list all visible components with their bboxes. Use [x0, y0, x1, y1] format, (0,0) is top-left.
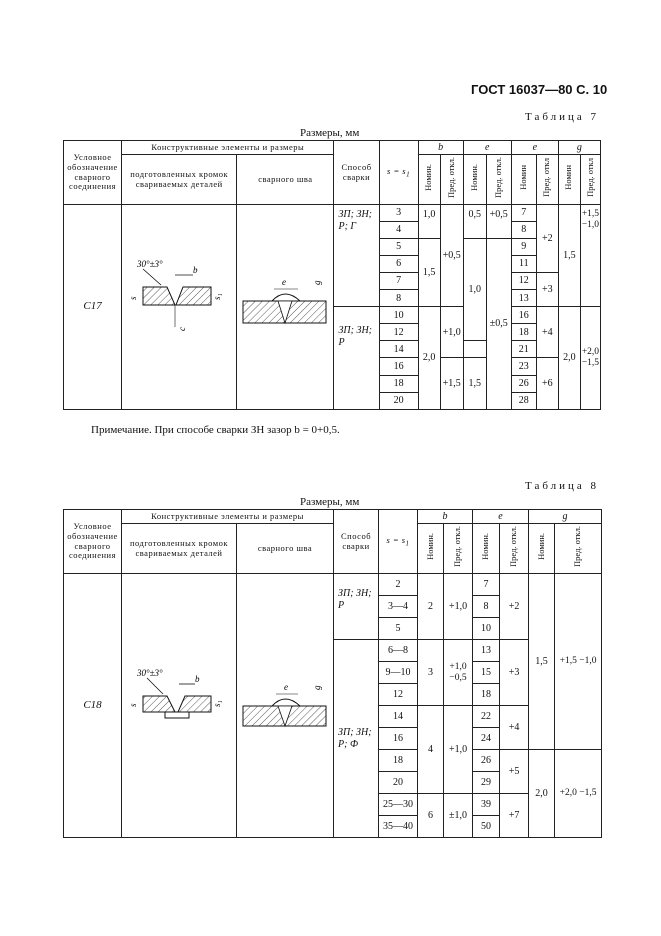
t8-e-nom: 10 [473, 618, 500, 640]
t8-h-thickness: $s = s_1$ [379, 510, 418, 574]
svg-text:s₁: s₁ [211, 293, 222, 300]
t7-b-nom: 1,5 [418, 239, 440, 307]
t7-h-e2-dev: Пред. откл [536, 155, 558, 205]
t7-note: Примечание. При способе сварки ЗН зазор b = 0+0,5. [91, 424, 340, 436]
t8-s: 5 [379, 618, 418, 640]
t7-s: 8 [379, 290, 418, 307]
t8-b-dev: ±1,0 [444, 794, 473, 838]
t7-h-designation: Условное обозначение сварного соединения [64, 141, 122, 205]
t7-weld-drawing [237, 205, 334, 410]
t8-s: 18 [379, 750, 418, 772]
t8-b-dev: +1,0 [444, 706, 473, 794]
t7-s: 18 [379, 375, 418, 392]
t7-e2-nom: 8 [511, 222, 536, 239]
t8-h-g-nom: Номин. [529, 524, 555, 574]
t7-e2-dev: +6 [536, 358, 558, 409]
t8-b-dev: +1,0 [444, 574, 473, 640]
t7-e1-nom: 0,5 [463, 205, 486, 239]
table8-label: Таблица 8 [525, 480, 600, 492]
t7-e2-dev: +2 [536, 205, 558, 273]
t7-e2-nom: 11 [511, 256, 536, 273]
t8-h-designation: Условное обозначение сварного соединения [64, 510, 122, 574]
t8-g-dev: +1,5 −1,0 [555, 574, 602, 750]
t8-e-dev: +7 [500, 794, 529, 838]
t7-e2-nom: 23 [511, 358, 536, 375]
t7-b-dev: +1,0 [440, 307, 463, 358]
t8-s: 16 [379, 728, 418, 750]
t7-b-dev: +1,5 [440, 358, 463, 409]
table8 [63, 509, 602, 838]
t8-edges-drawing [122, 574, 237, 838]
svg-text:g: g [311, 685, 322, 690]
t8-weld-drawing-svg [238, 584, 333, 824]
t7-h-thickness: $s = s_1$ [379, 141, 418, 205]
t7-h-weld: сварного шва [237, 155, 334, 205]
t7-h-constructive: Конструктивные элементы и размеры [122, 141, 334, 155]
t7-e2-nom: 18 [511, 324, 536, 341]
t8-weld-drawing [237, 574, 334, 838]
svg-text:s: s [127, 703, 138, 707]
t8-e-dev: +2 [500, 574, 529, 640]
t7-e2-nom: 26 [511, 375, 536, 392]
t8-e-nom: 50 [473, 816, 500, 838]
t8-designation: С18 [64, 574, 122, 838]
t7-h-e1: e [463, 141, 511, 155]
svg-text:b: b [194, 673, 199, 684]
t7-g-dev: +1,5 −1,0 [580, 205, 600, 307]
t8-b-nom: 4 [418, 706, 444, 794]
svg-text:s: s [127, 296, 138, 300]
t8-s: 14 [379, 706, 418, 728]
t8-h-e: e [473, 510, 529, 524]
t8-s: 9—10 [379, 662, 418, 684]
t8-h-b-dev: Пред. откл. [444, 524, 473, 574]
t7-method-2: ЗП; ЗН; Р [334, 307, 379, 409]
svg-text:b: b [192, 265, 198, 275]
t8-h-g: g [529, 510, 602, 524]
t8-h-b-nom: Номин. [418, 524, 444, 574]
table7 [63, 140, 601, 410]
t7-e1-nom: 1,0 [463, 239, 486, 341]
t7-method-1: ЗП; ЗН; Р; Г [334, 205, 379, 307]
t7-b-nom: 1,0 [418, 205, 440, 239]
t7-e1-dev: +0,5 [486, 205, 511, 239]
t7-g-dev: +2,0 −1,5 [580, 307, 600, 409]
t8-s: 2 [379, 574, 418, 596]
svg-text:s₁: s₁ [211, 700, 222, 707]
t8-e-dev: +3 [500, 640, 529, 706]
t8-method-2: ЗП; ЗН; Р; Ф [334, 640, 379, 838]
t7-s: 6 [379, 256, 418, 273]
t7-h-g: g [558, 141, 600, 155]
t7-designation: С17 [64, 205, 122, 410]
t7-s: 16 [379, 358, 418, 375]
t8-e-nom: 24 [473, 728, 500, 750]
t7-e1-dev: ±0,5 [486, 239, 511, 410]
t8-h-edges: подготовленных кромок свариваемых деталей [122, 524, 237, 574]
t8-e-nom: 8 [473, 596, 500, 618]
t7-h-e1-nom: Номин. [463, 155, 486, 205]
table8-units: Размеры, мм [300, 496, 360, 508]
t8-g-dev: +2,0 −1,5 [555, 750, 602, 838]
t7-s: 5 [379, 239, 418, 256]
t8-b-nom: 2 [418, 574, 444, 640]
page-header: ГОСТ 16037—80 С. 10 [471, 82, 608, 97]
t8-e-dev: +4 [500, 706, 529, 750]
t7-e2-nom: 13 [511, 290, 536, 307]
t7-b-nom: 2,0 [418, 307, 440, 409]
svg-text:30°±3°: 30°±3° [136, 667, 163, 678]
t7-s: 7 [379, 273, 418, 290]
t8-h-constructive: Конструктивные элементы и размеры [122, 510, 334, 524]
t8-s: 6—8 [379, 640, 418, 662]
t7-b-dev: +0,5 [440, 205, 463, 307]
t8-e-nom: 39 [473, 794, 500, 816]
t7-e2-dev: +3 [536, 273, 558, 307]
t7-s: 12 [379, 324, 418, 341]
svg-text:c: c [176, 327, 187, 331]
t7-edge-prep-drawing [123, 205, 236, 405]
t8-e-nom: 7 [473, 574, 500, 596]
t7-s: 10 [379, 307, 418, 324]
t7-e1-nom [463, 341, 486, 358]
t7-e2-nom: 12 [511, 273, 536, 290]
t7-e2-nom: 7 [511, 205, 536, 222]
t8-s: 25—30 [379, 794, 418, 816]
t7-weld-drawing-svg [238, 205, 333, 405]
t7-e1-nom: 1,5 [463, 358, 486, 409]
t8-h-e-dev: Пред. откл. [500, 524, 529, 574]
t8-g-nom: 1,5 [529, 574, 555, 750]
t7-g-nom: 2,0 [558, 307, 580, 409]
t8-h-method: Способ сварки [334, 510, 379, 574]
t8-e-nom: 22 [473, 706, 500, 728]
t8-e-nom: 18 [473, 684, 500, 706]
t8-h-g-dev: Пред. откл. [555, 524, 602, 574]
t7-edges-drawing [122, 205, 237, 410]
svg-text:e: e [281, 277, 286, 287]
t7-s: 14 [379, 341, 418, 358]
t7-g-nom: 1,5 [558, 205, 580, 307]
table7-label: Таблица 7 [525, 111, 600, 123]
t7-e2-nom: 9 [511, 239, 536, 256]
t8-s: 35—40 [379, 816, 418, 838]
t7-h-b: b [418, 141, 463, 155]
t7-h-b-nom: Номин. [418, 155, 440, 205]
t8-b-dev: +1,0 −0,5 [444, 640, 473, 706]
t8-e-nom: 29 [473, 772, 500, 794]
t7-e2-nom: 28 [511, 392, 536, 409]
t8-e-nom: 15 [473, 662, 500, 684]
t7-h-g-nom: Номин [558, 155, 580, 205]
t7-h-e1-dev: Пред. откл. [486, 155, 511, 205]
t7-s: 3 [379, 205, 418, 222]
t7-h-e2: e [511, 141, 558, 155]
t7-e2-nom: 16 [511, 307, 536, 324]
t8-s: 3—4 [379, 596, 418, 618]
svg-text:30°±3°: 30°±3° [136, 259, 163, 269]
svg-text:g: g [311, 280, 322, 285]
t8-b-nom: 3 [418, 640, 444, 706]
t8-method-1: ЗП; ЗН; Р [334, 574, 379, 640]
t8-e-nom: 13 [473, 640, 500, 662]
t7-s: 4 [379, 222, 418, 239]
t7-h-g-dev: Пред. откл [580, 155, 600, 205]
t7-e2-dev: +4 [536, 307, 558, 358]
t7-h-e2-nom: Номин [511, 155, 536, 205]
t7-h-edges: подготовленных кромок свариваемых деталей [122, 155, 237, 205]
t7-h-b-dev: Пред. откл. [440, 155, 463, 205]
t8-e-dev: +5 [500, 750, 529, 794]
svg-text:e: e [283, 681, 288, 692]
table7-units: Размеры, мм [300, 127, 360, 139]
t8-b-nom: 6 [418, 794, 444, 838]
t8-g-nom: 2,0 [529, 750, 555, 838]
t7-s: 20 [379, 392, 418, 409]
t8-h-weld: сварного шва [237, 524, 334, 574]
t8-h-b: b [418, 510, 473, 524]
t8-h-e-nom: Номин. [473, 524, 500, 574]
t8-edge-prep-drawing [123, 584, 236, 824]
t8-s: 12 [379, 684, 418, 706]
t7-e2-nom: 21 [511, 341, 536, 358]
t7-h-method: Способ сварки [334, 141, 379, 205]
t8-s: 20 [379, 772, 418, 794]
t8-e-nom: 26 [473, 750, 500, 772]
